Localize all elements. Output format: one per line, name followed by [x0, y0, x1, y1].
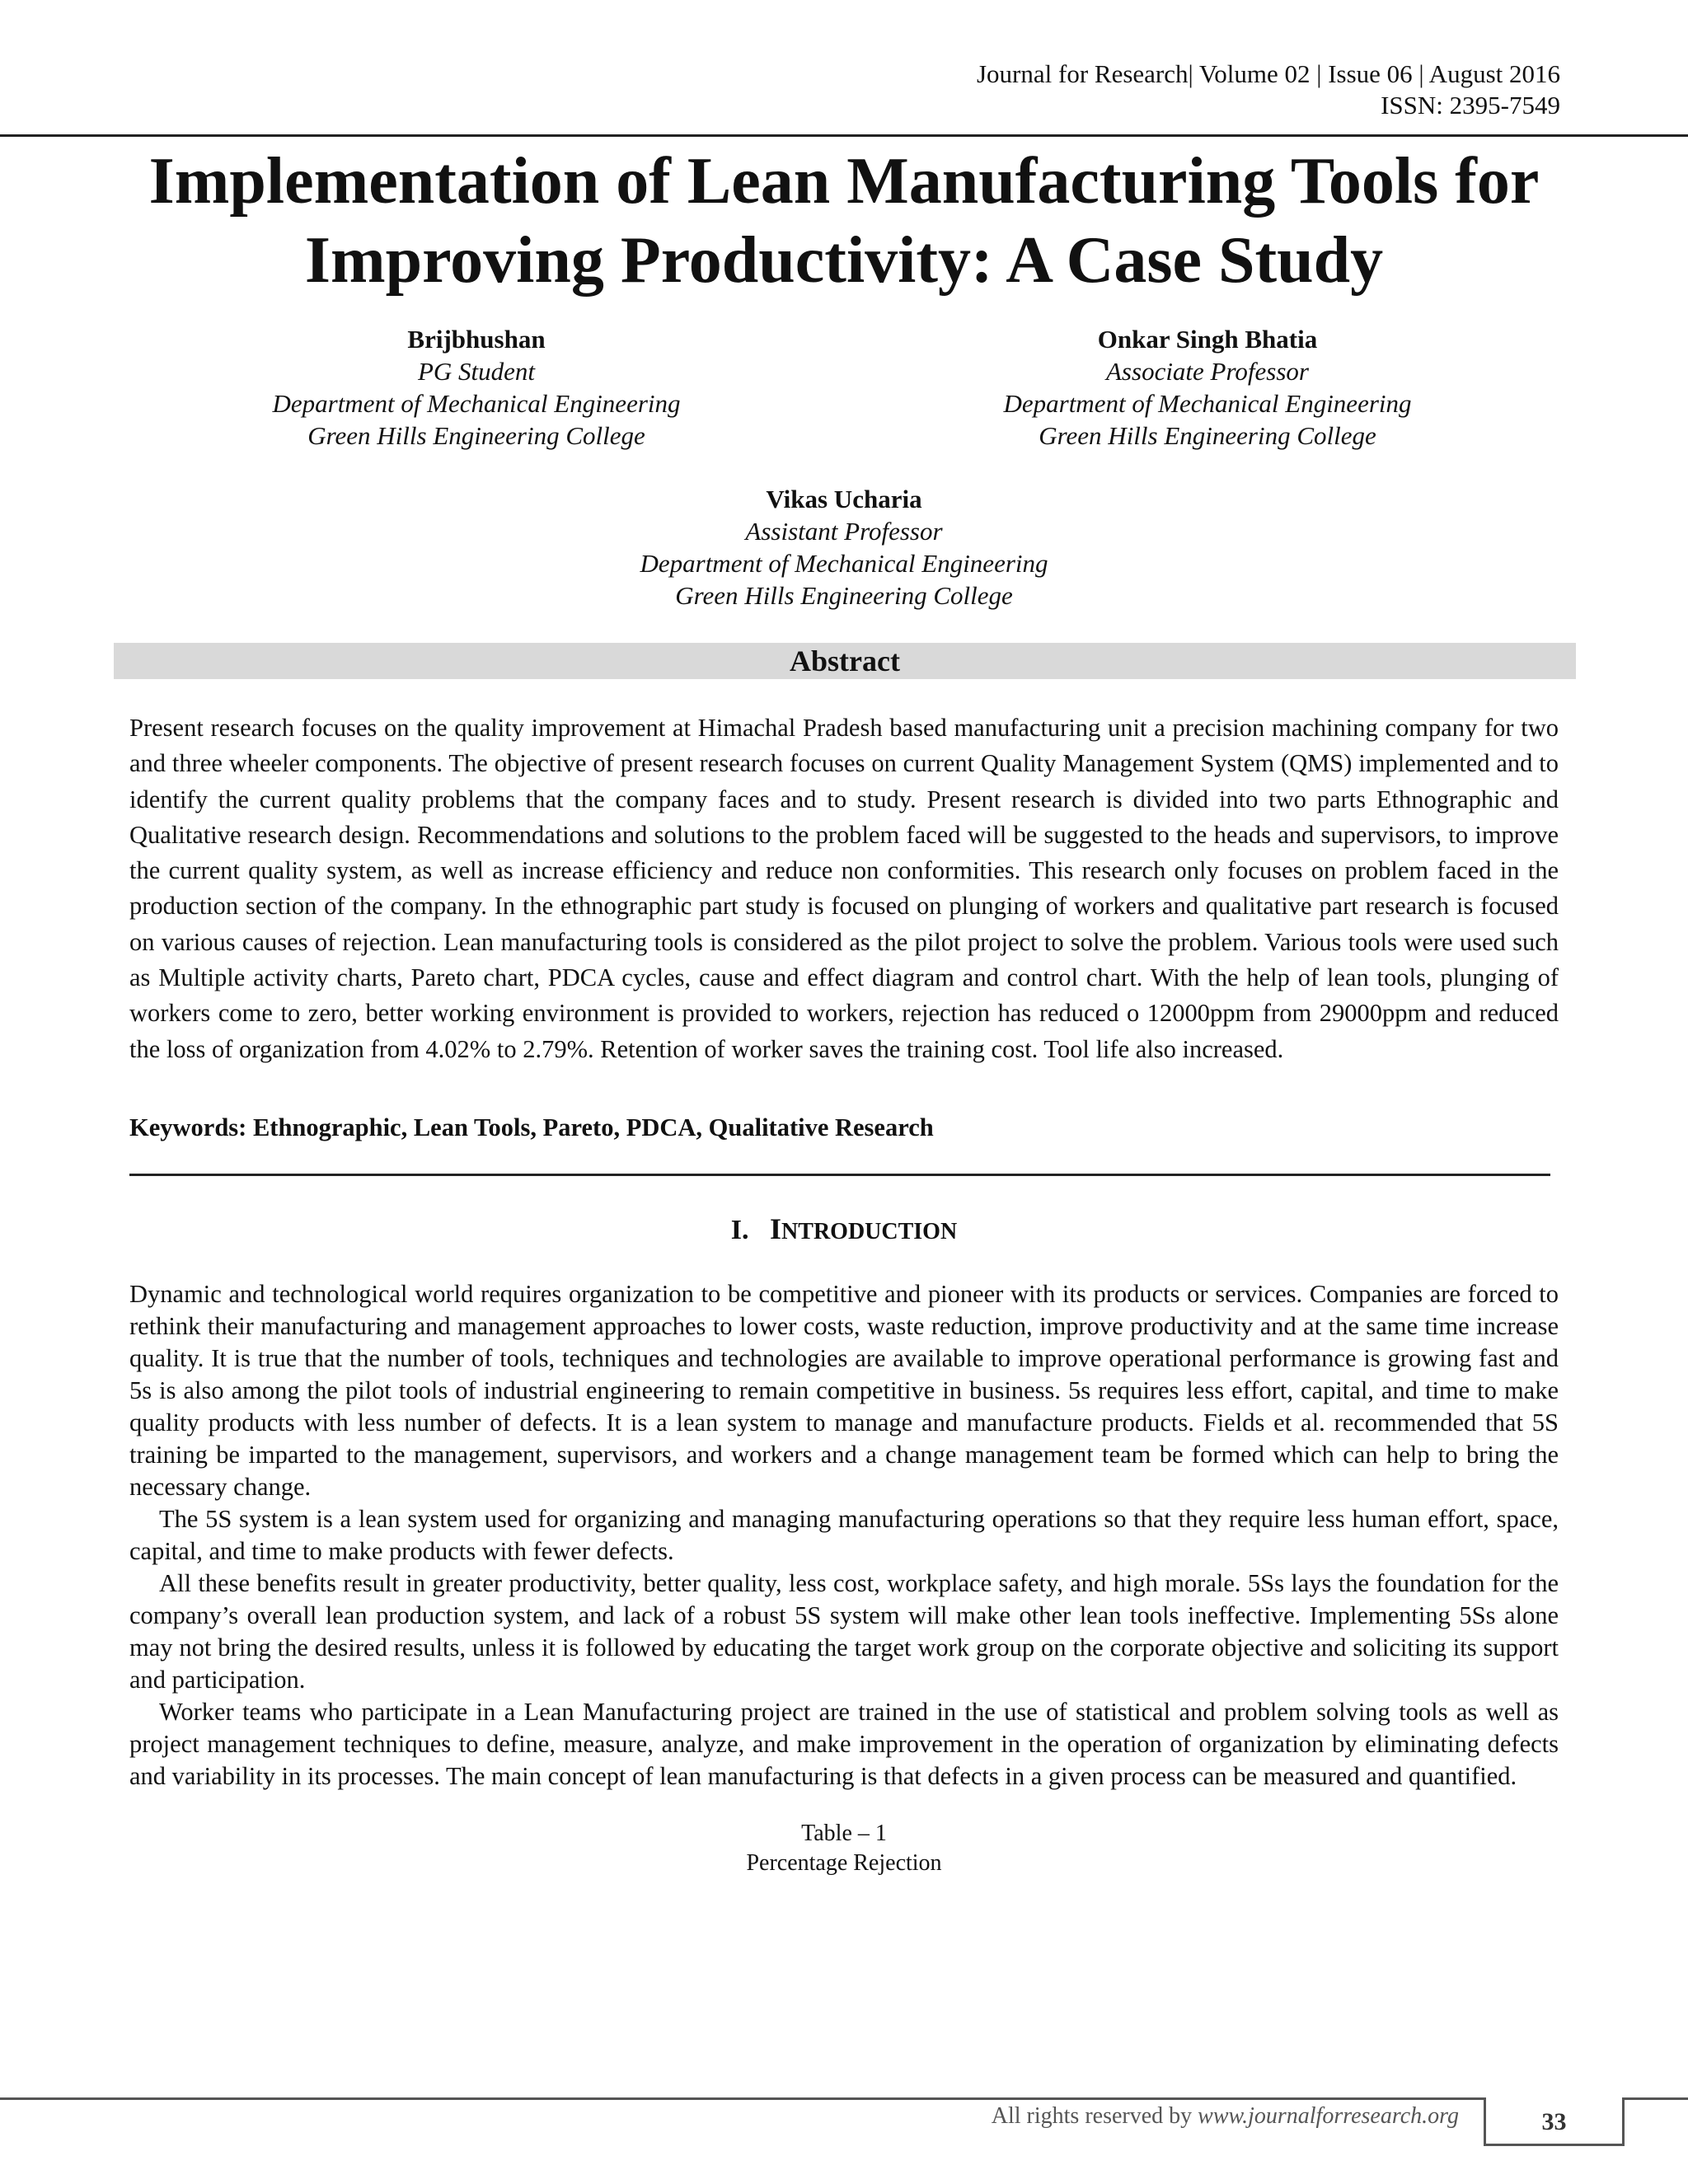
author-block-1 [147, 323, 806, 452]
section-heading-introduction [0, 1212, 1688, 1246]
author-college: Green Hills Engineering College [1039, 421, 1376, 450]
issn: ISSN: 2395-7549 [1381, 91, 1560, 120]
footer-rule [0, 2097, 1484, 2100]
abstract-heading: Abstract [114, 643, 1576, 679]
section-divider [129, 1174, 1550, 1176]
intro-paragraph: The 5S system is a lean system used for organizing and managing manufacturing operations so that they require less human effort, space, capital, and time to make products with fewer defects. [129, 1505, 1559, 1565]
author-department: Department of Mechanical Engineering [640, 549, 1048, 578]
section-title-initial: I [770, 1212, 782, 1245]
author-name: Vikas Ucharia [766, 485, 922, 513]
intro-paragraph: All these benefits result in greater productivity, better quality, less cost, workplace safety, and high morale. 5Ss lays the foundation for the company’s overall lean production system, and lack of a robust 5S system will make other lean tools ineffective. Implementing 5Ss alone may not bring the desired results, unless it is followed by educating the target work group on the corporate objective and soliciting its support and participation. [129, 1569, 1559, 1694]
section-title-rest: NTRODUCTION [781, 1219, 958, 1244]
author-name: Brijbhushan [407, 325, 546, 354]
author-department: Department of Mechanical Engineering [272, 389, 681, 418]
rights-text: All rights reserved by [991, 2103, 1198, 2129]
keywords: Keywords: Ethnographic, Lean Tools, Pareto, PDCA, Qualitative Research [129, 1113, 934, 1141]
journal-info: Journal for Research| Volume 02 | Issue 06 | August 2016 [976, 59, 1560, 88]
table-title: Percentage Rejection [746, 1850, 942, 1876]
table-label: Table – 1 [801, 1821, 887, 1846]
page-number: 33 [1484, 2097, 1625, 2146]
author-name: Onkar Singh Bhatia [1097, 325, 1318, 354]
author-role: Assistant Professor [745, 517, 943, 546]
author-block-2 [878, 323, 1537, 452]
title-line-1: Implementation of Lean Manufacturing Tools for [148, 145, 1540, 218]
author-block-3 [514, 483, 1174, 612]
author-college: Green Hills Engineering College [307, 421, 645, 450]
header-rule [0, 134, 1688, 137]
footer-rule-tail [1622, 2097, 1688, 2100]
author-college: Green Hills Engineering College [675, 581, 1013, 610]
intro-paragraph: Worker teams who participate in a Lean Manufacturing project are trained in the use of statistical and problem solving tools as well as project management techniques to define, measure, analyze, and make improvement in the operation of organization by eliminating defects and variability in its processes. The main concept of lean manufacturing is that defects in a given process can be measured and quantified. [129, 1698, 1559, 1790]
introduction-body [129, 1278, 1559, 1793]
author-department: Department of Mechanical Engineering [1003, 389, 1412, 418]
abstract-text: Present research focuses on the quality improvement at Himachal Pradesh based manufacturing unit a precision machining company for two and three wheeler components. The objective of present research focuses on current Quality Management System (QMS) implemented and to identify the current quality problems that the company faces and to study. Present research is divided into two parts Ethnographic and Qualitative research design. Recommendations and solutions to the problem faced will be suggested to the heads and supervisors, to improve the current quality system, as well as increase efficiency and reduce non conformities. This research only focuses on problem faced in the production section of the company. In the ethnographic part study is focused on plunging of workers and qualitative part research is focused on various causes of rejection. Lean manufacturing tools is considered as the pilot project to solve the problem. Various tools were used such as Multiple activity charts, Pareto chart, PDCA cycles, cause and effect diagram and control chart. With the help of lean tools, plunging of workers come to zero, better working environment is provided to workers, rejection has reduced o 12000ppm from 29000ppm and reduced the loss of organization from 4.02% to 2.79%. Retention of worker saves the training cost. Tool life also increased. [129, 714, 1559, 1063]
title-line-2: Improving Productivity: A Case Study [304, 224, 1384, 297]
section-number: I. [730, 1215, 749, 1245]
paper-title [0, 142, 1688, 300]
intro-paragraph: Dynamic and technological world requires organization to be competitive and pioneer with its products or services. Companies are forced to rethink their manufacturing and management approaches to lower costs, waste reduction, improve productivity and at the same time increase quality. It is true that the number of tools, techniques and technologies are available to improve operational performance is growing fast and 5s is also among the pilot tools of industrial engineering to remain competitive in business. 5s requires less effort, capital, and time to make quality products with less number of defects. It is a lean system to manage and manufacture products. Fields et al. recommended that 5S training be imparted to the management, supervisors, and workers and a change management team be formed which can help to bring the necessary change. [129, 1280, 1559, 1501]
author-role: PG Student [417, 357, 536, 386]
author-role: Associate Professor [1106, 357, 1309, 386]
journal-website-link[interactable]: www.journalforresearch.org [1198, 2103, 1459, 2129]
footer-rights [992, 2103, 1459, 2130]
